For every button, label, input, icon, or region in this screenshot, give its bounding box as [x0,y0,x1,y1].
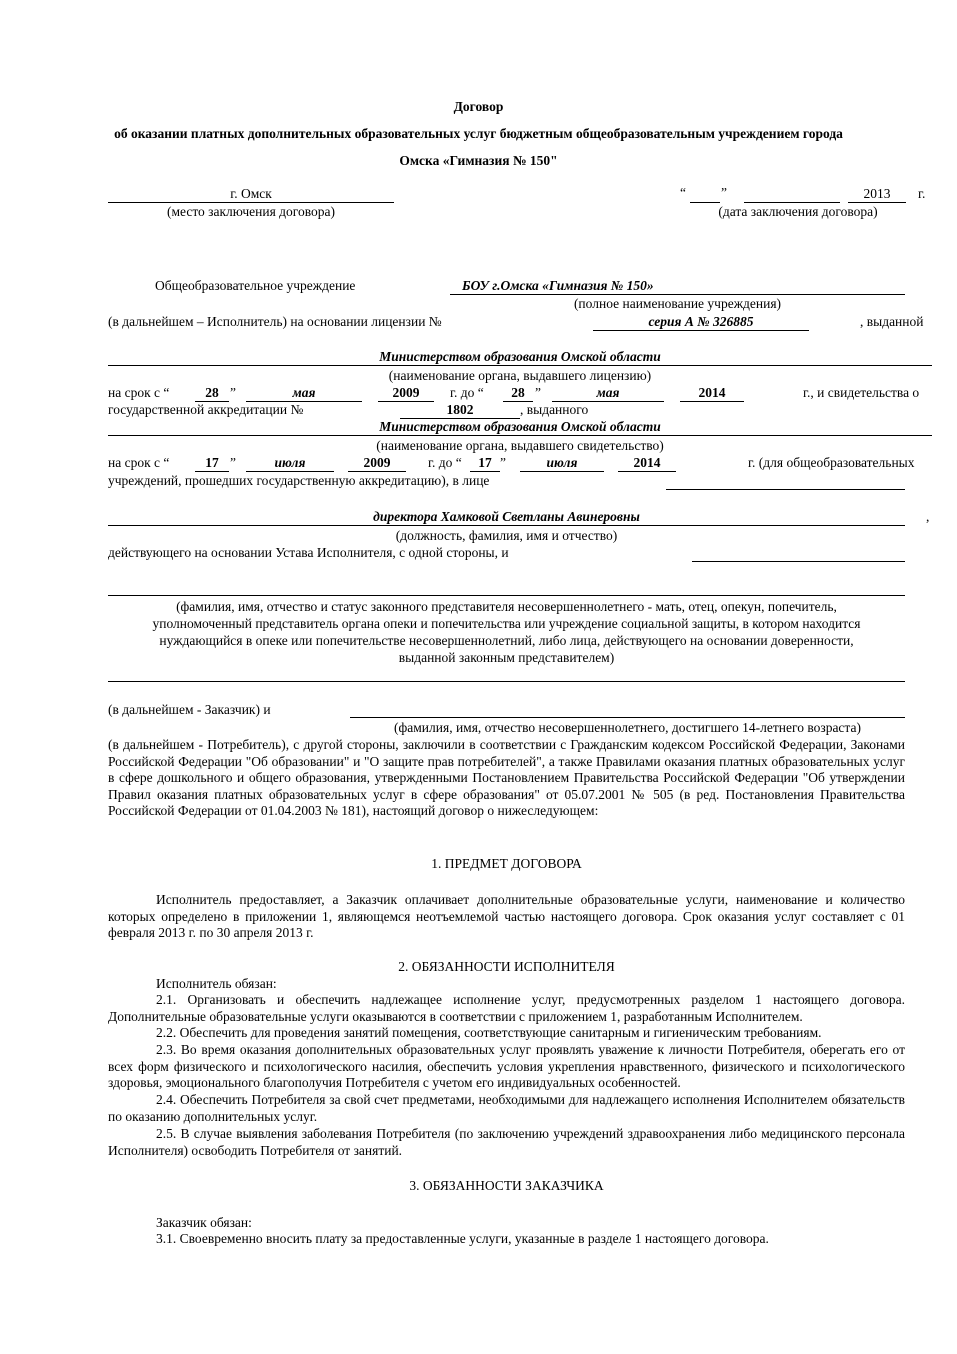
date-year: 2013 [863,186,891,201]
section1-title: 1. ПРЕДМЕТ ДОГОВОРА [431,856,582,871]
rep-caption-3: нуждающийся в опеке или попечительстве несовершеннолетний, либо лица, действующего на основании доверенности, [159,633,854,648]
director-name: директора Хамковой Светланы Авинеровны [373,509,640,524]
term1-q2: ” [535,385,541,400]
term2-month-to: июля [546,455,578,470]
term2-day-from: 17 [205,455,219,470]
section3-p1: 3.1. Своевременно вносить плату за предоставленные услуги, указанные в разделе 1 настоящего договора. [156,1231,769,1246]
director-underline [108,525,905,526]
term2-month-from: июля [274,455,306,470]
term1-day-from: 28 [205,385,219,400]
accr-note-line [666,489,905,490]
section2-title: 2. ОБЯЗАННОСТИ ИСПОЛНИТЕЛЯ [398,959,615,974]
term2-year-from: 2009 [363,455,391,470]
rep-caption-4: выданной законным представителем) [398,650,615,665]
term1-q1: ” [230,385,236,400]
date-quote-open: “ [680,185,686,200]
section2-p2: 2.2. Обеспечить для проведения занятий помещения, соответствующие санитарным и гигиеническим требованиям. [156,1025,822,1040]
term2-day-to: 17 [478,455,492,470]
minor-line [350,717,905,718]
contract-title: Договор [453,99,504,114]
representative-line [108,595,905,596]
term2-month-from-line [246,471,334,472]
section2-intro: Исполнитель обязан: [156,976,277,991]
term1-to: г. до “ [450,385,484,400]
license-underline [593,330,809,331]
term2-suffix: г. (для общеобразовательных [748,455,915,470]
term2-year-to: 2014 [633,455,661,470]
contract-subtitle-2: Омска «Гимназия № 150" [399,153,558,168]
license-number: серия А № 326885 [648,314,754,329]
org-name: БОУ г.Омска «Гимназия № 150» [462,278,654,293]
license-issued: , выданной [860,314,924,329]
license-issuer-caption: (наименование органа, выдавшего лицензию) [388,368,652,383]
term1-year-from: 2009 [392,385,420,400]
customer-label: (в дальнейшем - Заказчик) и [108,702,271,717]
term2-month-to-line [520,471,604,472]
place-value: г. Омск [230,186,272,201]
section3-title: 3. ОБЯЗАННОСТИ ЗАКАЗЧИКА [409,1178,604,1193]
accr-issuer-underline [108,435,932,436]
date-year-line [848,202,906,203]
term1-suffix: г., и свидетельства о [803,385,920,400]
term2-year-from-line [348,471,406,472]
rep-caption-2: уполномоченный представитель органа опеки и попечительства или учреждение социальной защиты, в котором находится [152,616,861,631]
director-caption: (должность, фамилия, имя и отчество) [395,528,618,543]
term2-year-to-line [618,471,676,472]
accr-label: государственной аккредитации № [108,402,304,417]
director-comma: , [926,509,930,524]
term1-month-to: мая [596,385,620,400]
term2-q2: ” [500,455,506,470]
term1-prefix: на срок с “ [108,385,170,400]
org-label: Общеобразовательное учреждение [155,278,356,293]
term1-year-to-line [680,401,744,402]
section2-p5: 2.5. В случае выявления заболевания Потребителя (по заключению учреждений здравоохранения либо медицинского персонала Исполнителя) освободить Потребителя от занятий. [108,1126,905,1158]
accr-issuer: Министерством образования Омской области [379,419,661,434]
license-issuer: Министерством образования Омской области [379,349,661,364]
minor-caption: (фамилия, имя, отчество несовершеннолетнего, достигшего 14-летнего возраста) [394,720,861,735]
org-underline [450,294,905,295]
term2-q1: ” [230,455,236,470]
acting-line [692,561,905,562]
term2-day-to-line [470,471,500,472]
date-quote-close: ” [721,185,727,200]
section2-p4: 2.4. Обеспечить Потребителя за свой счет предметами, необходимыми для надлежащего исполнения Исполнителем обязательств по оказанию дополнительных услуг. [108,1092,905,1124]
org-caption: (полное наименование учреждения) [573,296,782,311]
term1-day-to: 28 [511,385,525,400]
section2-p3: 2.3. Во время оказания дополнительных образовательных услуг проявлять уважение к личности Потребителя, оберегать его от всех форм физического и психологического насилия, обеспечить условия укрепления нравственного, физического и психологического здоровья, эмоционального благополучия Потребителя с учетом его индивидуальных особенностей. [108,1042,905,1090]
date-year-suffix: г. [918,186,926,201]
section1-text: Исполнитель предоставляет, а Заказчик оплачивает дополнительные образовательные услуги, наименование и количество которых определено в приложении 1, являющемся неотъемлемой частью настоящего договора. Срок оказания услуг составляет с 01 февраля 2013 г. по 30 апреля 2013 г. [108,892,905,940]
date-day-line [690,202,720,203]
license-issuer-underline [108,365,932,366]
accr-issuer-caption: (наименование органа, выдавшего свидетельство) [376,438,664,453]
license-label: (в дальнейшем – Исполнитель) на основании лицензии № [108,314,442,329]
accr-issued: , выданного [520,402,589,417]
acting-basis: действующего на основании Устава Исполнителя, с одной стороны, и [108,545,509,560]
section3-intro: Заказчик обязан: [156,1215,252,1230]
place-caption: (место заключения договора) [166,204,336,219]
section2-p1: 2.1. Организовать и обеспечить надлежащее исполнение услуг, предусмотренных разделом 1 настоящего договора. Дополнительные образовательные услуги оказываются в соответствии с приложением 1, разработанным Исполнителем. [108,992,905,1024]
term1-month-from: мая [292,385,316,400]
rep-caption-1: (фамилия, имя, отчество и статус законного представителя несовершеннолетнего - мать, отец, опекун, попечитель, [176,599,837,614]
term2-prefix: на срок с “ [108,455,170,470]
accr-note: учреждений, прошедших государственную аккредитацию), в лице [108,473,490,488]
preamble: (в дальнейшем - Потребитель), с другой стороны, заключили в соответствии с Гражданским кодексом Российской Федерации, Законами Российской Федерации "Об образовании" и "О защите прав потребителей", а также Правилами оказания платных образовательных услуг в сфере дошкольного и общего образования, утвержденными Постановлением Правительства Российской Федерации "Об утверждении Правил оказания платных образовательных услуг в сфере образования" от 05.07.2001 № 505 (в ред. Постановления Правительства Российской Федерации от 01.04.2003 № 181), настоящий договор о нижеследующем: [108,737,905,818]
term2-day-from-line [195,471,229,472]
contract-subtitle: об оказании платных дополнительных образовательных услуг бюджетным общеобразовательным учреждением города [114,126,843,141]
place-underline [108,202,394,203]
date-caption: (дата заключения договора) [718,204,878,219]
representative-line-2 [108,681,905,682]
term2-to: г. до “ [428,455,462,470]
date-month-line [744,202,840,203]
term1-year-to: 2014 [698,385,726,400]
accr-number: 1802 [446,402,474,417]
